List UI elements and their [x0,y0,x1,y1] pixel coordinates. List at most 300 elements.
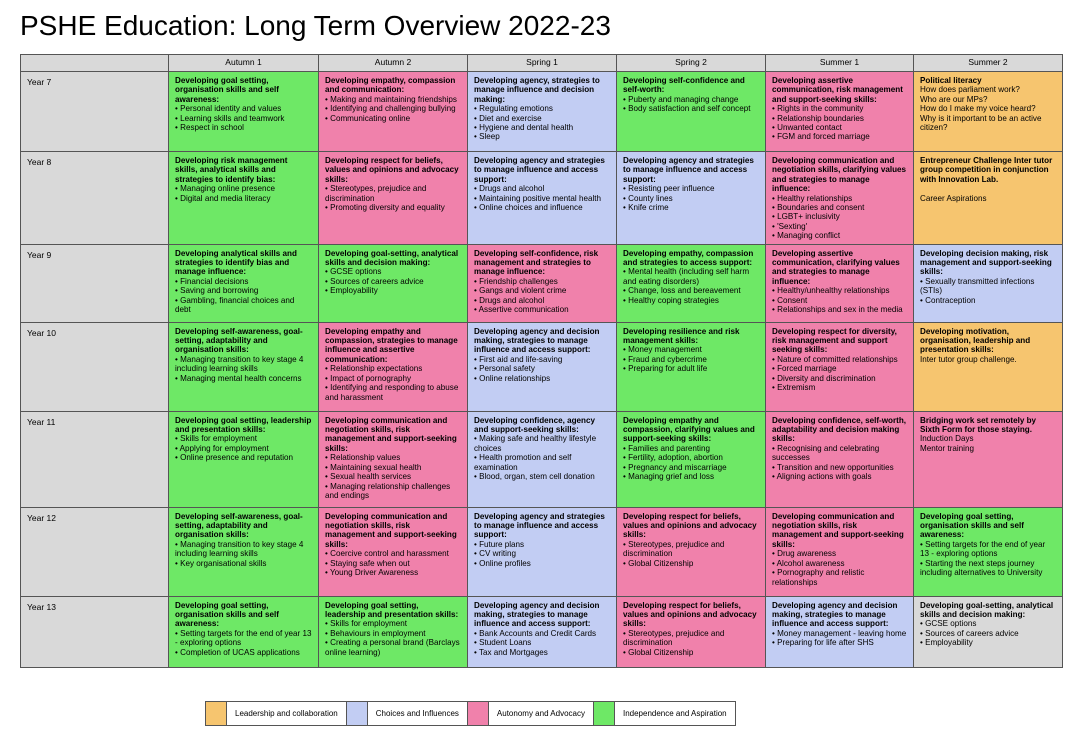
cell-note: How do I make my voice heard? [920,104,1036,114]
bullet-icon: • [772,193,778,203]
bullet-icon: • [175,434,181,444]
list-item [325,472,461,481]
list-item-text: Mental health (including self harm and eating disorders) [623,267,750,286]
list-item-text: Transition and new opportunities [776,462,894,472]
list-item-text: Starting the next steps journey including alternatives to University [920,558,1043,578]
list-item-text: Preparing for adult life [628,364,708,374]
bullet-icon: • [772,462,777,472]
table-row [21,244,1063,322]
list-item [772,638,907,647]
list-item-text: Drugs and alcohol [479,295,545,305]
list-item [623,540,759,559]
legend-swatch [468,702,489,725]
list-item [175,123,312,132]
cell-note: Career Aspirations [920,193,987,203]
list-item-text: Body satisfaction and self concept [628,104,751,114]
list-item [325,619,461,628]
list-item-text: Managing grief and loss [628,472,715,482]
bullet-icon: • [772,221,778,231]
list-item-text: Relationship expectations [330,364,423,374]
list-item-text: Sexual health services [330,472,412,482]
list-item-text: Maintaining positive mental health [479,193,602,203]
cell-title: Developing analytical skills and strategies to identify bias and manage influence: [175,248,297,277]
list-item-text: Money management [628,345,702,355]
list-item [325,383,461,402]
cell-note: How does parliament work? [920,85,1020,95]
list-item [772,355,907,364]
list-item-text: Skills for employment [330,619,408,629]
cell-title: Developing agency and decision making, strategies to manage influence and access support: [474,600,600,629]
list-item-text: Fertility, adoption, abortion [628,453,723,463]
list-item [623,364,759,373]
bullet-icon: • [623,539,629,549]
list-item [474,364,610,373]
cell-title: Developing self-confidence, risk management and strategies to manage influence: [474,248,599,277]
bullet-icon: • [474,113,480,123]
list-item-text: Global Citizenship [628,647,694,657]
list-item [325,114,461,123]
list-item-text: Gangs and violent crime [479,286,567,296]
list-item [474,638,610,647]
bullet-icon: • [623,453,629,463]
bullet-icon: • [474,472,480,482]
list-item [474,549,610,558]
list-item [623,95,759,104]
list-item-text: Managing mental health concerns [180,373,302,383]
cell-title: Developing respect for beliefs, values and opinions and advocacy skills: [623,511,757,540]
list-item-text: FGM and forced marriage [777,132,870,142]
list-item [920,277,1056,296]
topic-cell [914,507,1063,596]
year-label: Year 13 [21,596,169,667]
list-item-text: Applying for employment [179,443,269,453]
list-item [623,345,759,354]
bullet-icon: • [325,383,331,393]
bullet-icon: • [623,628,629,638]
legend-item [593,702,735,725]
topic-cell [914,152,1063,245]
cell-title: Developing assertive communication, risk management and support-seeking skills: [772,76,903,104]
list-item [474,629,610,638]
list-item-text: GCSE options [330,267,382,277]
list-item-text: Employability [925,638,973,648]
list-item-text: Healthy coping strategies [628,295,719,305]
list-item [772,123,907,132]
cell-note: Inter tutor group challenge. [920,354,1017,364]
cell-title: Developing empathy and compassion, strategies to manage influence and assertive communication: [325,326,458,364]
table-row [21,507,1063,596]
list-item-text: Saving and borrowing [180,286,259,296]
bullet-icon: • [623,295,629,305]
cell-title: Developing goal-setting, analytical skills and decision making: [325,248,459,268]
cell-title: Developing goal setting, leadership and presentation skills: [175,415,312,435]
list-item [325,267,461,276]
list-item-text: Managing transition to key stage 4 including learning skills [175,539,304,559]
bullet-icon: • [623,184,629,194]
list-item [474,296,610,305]
list-item [325,104,461,113]
bullet-icon: • [772,383,778,393]
cell-title: Developing respect for diversity, risk management and support seeking skills: [772,326,897,355]
list-item-text: Learning skills and teamwork [180,113,285,123]
list-item [474,286,610,295]
list-item [325,203,461,212]
list-item [474,540,610,549]
topic-cell [914,72,1063,152]
list-item [175,355,312,374]
bullet-icon: • [920,619,926,629]
topic-cell [617,244,766,322]
year-label: Year 11 [21,411,169,507]
cell-note: Induction Days [920,434,974,444]
list-item [325,559,461,568]
table-row [21,152,1063,245]
list-item-text: Unwanted contact [777,123,842,133]
cell-note: Mentor training [920,443,974,453]
cell-title: Developing communication and negotiation skills, clarifying values and strategies to manage influence: [772,156,907,194]
list-item [474,132,610,141]
topic-cell [617,322,766,411]
list-item [623,472,759,481]
list-item-text: Pornography and relistic relationships [772,568,865,587]
topic-cell [169,322,319,411]
bullet-icon: • [474,647,479,657]
list-item-text: Regulating emotions [479,104,553,114]
bullet-icon: • [772,212,778,222]
bullet-icon: • [175,295,181,305]
list-item-text: Assertive communication [478,305,569,315]
topic-cell [468,411,617,507]
bullet-icon: • [772,628,778,638]
table-row [21,596,1063,667]
list-item [325,463,461,472]
bullet-icon: • [325,184,331,194]
legend-label: Autonomy and Advocacy [496,709,585,718]
list-item [175,296,312,315]
header-row [21,55,1063,72]
topic-cell [766,322,914,411]
topic-cell [914,322,1063,411]
list-item [325,638,461,657]
bullet-icon: • [175,539,181,549]
cell-title: Developing goal setting, leadership and presentation skills: [325,600,459,620]
bullet-icon: • [325,104,331,114]
list-item-text: Consent [777,295,808,305]
year-label: Year 12 [21,507,169,596]
list-item [623,463,759,472]
bullet-icon: • [175,104,181,114]
list-item [325,95,461,104]
list-item [175,444,312,453]
bullet-icon: • [175,123,181,133]
bullet-icon: • [772,373,778,383]
list-item [175,453,312,462]
year-label: Year 8 [21,152,169,245]
list-item-text: Digital and media literacy [180,193,271,203]
list-item-text: Preparing for life after SHS [777,638,874,648]
cell-title: Developing motivation, organisation, leadership and presentation skills: [920,326,1031,355]
list-item-text: Rights in the community [777,104,864,114]
cell-title: Developing communication and negotiation skills, risk management and support-seeking skills: [325,511,457,549]
bullet-icon: • [175,558,181,568]
list-item-text: Blood, organ, stem cell donation [479,472,595,482]
list-item-text: Relationships and sex in the media [777,305,903,315]
bullet-icon: • [772,132,778,142]
list-item [325,277,461,286]
list-item-text: Respect in school [180,123,244,133]
bullet-icon: • [920,628,926,638]
list-item-text: Coercive control and harassment [330,549,449,559]
topic-cell [617,411,766,507]
legend-swatch [594,702,615,725]
list-item-text: Tax and Mortgages [478,647,548,657]
list-item [325,286,461,295]
bullet-icon: • [772,305,778,315]
topic-cell [617,152,766,245]
list-item-text: Setting targets for the end of year 13 - exploring options [175,628,312,648]
list-item [623,194,759,203]
bullet-icon: • [623,345,629,355]
list-item [920,629,1056,638]
list-item [623,203,759,212]
list-item-text: Sources of careers advice [925,628,1019,638]
legend [205,701,736,726]
table-body [21,72,1063,668]
topic-cell [169,507,319,596]
list-item [623,629,759,648]
list-item-text: Forced marriage [777,364,837,374]
list-item [772,364,907,373]
list-item [474,648,610,657]
bullet-icon: • [474,539,480,549]
list-item-text: Managing conflict [777,231,841,241]
list-item [175,194,312,203]
list-item [474,277,610,286]
bullet-icon: • [474,364,480,374]
list-item-text: County lines [628,193,673,203]
bullet-icon: • [474,276,480,286]
list-item [175,104,312,113]
bullet-icon: • [623,558,629,568]
list-item [772,629,907,638]
cell-title: Developing risk management skills, analytical skills and strategies to identify bias: [175,156,288,184]
bullet-icon: • [474,373,480,383]
legend-item [346,702,467,725]
bullet-icon: • [474,549,480,559]
bullet-icon: • [474,295,480,305]
cell-title: Developing goal-setting, analytical skills and decision making: [920,600,1054,620]
list-item-text: First aid and life-saving [479,354,563,364]
bullet-icon: • [623,364,629,374]
list-item [772,383,907,392]
bullet-icon: • [325,619,331,629]
bullet-icon: • [474,434,480,444]
list-item-text: Resisting peer influence [628,184,715,194]
bullet-icon: • [623,443,629,453]
topic-cell [319,152,468,245]
list-item-text: Families and parenting [628,443,710,453]
list-item [772,305,907,314]
bullet-icon: • [325,568,330,578]
bullet-icon: • [623,104,629,114]
list-item-text: Diet and exercise [479,113,542,123]
list-item [772,472,907,481]
list-item-text: Online presence and reputation [180,453,294,463]
list-item-text: Relationship values [330,453,401,463]
bullet-icon: • [474,354,480,364]
column-header: Autumn 2 [319,55,468,72]
topic-cell [766,507,914,596]
bullet-icon: • [325,364,331,374]
bullet-icon: • [474,193,480,203]
list-item [772,114,907,123]
list-item [175,540,312,559]
cell-title: Developing agency and strategies to manage influence and access support: [623,156,754,184]
bullet-icon: • [474,628,480,638]
cell-title: Developing agency and decision making, strategies to manage influence and access support: [772,600,898,629]
cell-note [920,184,1056,193]
cell-title: Developing agency and strategies to manage influence and access support: [474,156,605,184]
bullet-icon: • [175,373,181,383]
list-item-text: Healthy/unhealthy relationships [777,286,890,296]
list-item-text: Puberty and managing change [628,94,739,104]
list-item-text: Staying safe when out [330,558,410,568]
cell-title: Developing goal setting, organisation skills and self awareness: [175,600,279,629]
cell-title: Developing confidence, agency and support-seeking skills: [474,415,595,435]
list-item [772,104,907,113]
bullet-icon: • [772,113,778,123]
bullet-icon: • [175,276,181,286]
list-item [474,203,610,212]
list-item [920,296,1056,305]
list-item-text: Diversity and discrimination [777,373,876,383]
topic-cell [468,322,617,411]
list-item-text: Knife crime [628,203,669,213]
cell-title: Entrepreneur Challenge Inter tutor group competition in conjunction with Innovation Lab. [920,156,1053,184]
list-item-text: Managing transition to key stage 4 including learning skills [175,354,304,374]
list-item-text: Future plans [479,539,525,549]
bullet-icon: • [325,481,331,491]
legend-item [467,702,593,725]
table-row [21,411,1063,507]
list-item [920,559,1056,578]
cell-title: Developing communication and negotiation skills, risk management and support-seeking skills: [325,415,457,453]
bullet-icon: • [175,647,181,657]
bullet-icon: • [772,231,778,241]
bullet-icon: • [623,267,629,277]
list-item-text: Communicating online [330,113,411,123]
topic-cell [169,596,319,667]
topic-cell [169,411,319,507]
list-item [623,355,759,364]
bullet-icon: • [325,472,331,482]
list-item-text: Hygiene and dental health [479,123,574,133]
bullet-icon: • [474,638,480,648]
list-item [325,184,461,203]
cell-note: Why is it important to be an active citizen? [920,113,1042,133]
bullet-icon: • [772,354,778,364]
header-corner [21,55,169,72]
list-item-text: Pregnancy and miscarriage [628,462,727,472]
column-header: Autumn 1 [169,55,319,72]
list-item [772,568,907,587]
bullet-icon: • [772,558,777,568]
topic-cell [914,411,1063,507]
topic-cell [766,411,914,507]
topic-cell [468,152,617,245]
legend-item [206,702,346,725]
bullet-icon: • [772,203,778,213]
list-item [772,222,907,231]
topic-cell [169,152,319,245]
legend-swatch [347,702,368,725]
list-item-text: Stereotypes, prejudice and discrimination [623,539,725,559]
list-item [772,559,907,568]
list-item [772,194,907,203]
bullet-icon: • [325,453,331,463]
list-item-text: Creating a personal brand (Barclays online learning) [325,638,460,657]
column-header: Spring 1 [468,55,617,72]
topic-cell [319,411,468,507]
cell-title: Bridging work set remotely by Sixth Form for those staying. [920,415,1037,435]
column-header: Summer 1 [766,55,914,72]
topic-cell [468,507,617,596]
list-item-text: GCSE options [925,619,977,629]
bullet-icon: • [474,286,480,296]
list-item [175,434,312,443]
bullet-icon: • [772,364,778,374]
list-item-text: Making and maintaining friendships [330,94,457,104]
list-item-text: Fraud and cybercrime [628,354,707,364]
list-item [474,559,610,568]
list-item-text: Online profiles [479,558,531,568]
list-item [474,355,610,364]
list-item-text: Alcohol awareness [776,558,845,568]
list-item [175,286,312,295]
bullet-icon: • [325,373,331,383]
cell-title: Developing respect for beliefs, values and opinions and advocacy skills: [623,600,757,629]
list-item [772,231,907,240]
list-item [175,374,312,383]
topic-cell [766,72,914,152]
bullet-icon: • [623,193,629,203]
bullet-icon: • [920,276,926,286]
bullet-icon: • [772,549,778,559]
bullet-icon: • [175,453,181,463]
list-item-text: Contraception [925,295,976,305]
list-item-text: Skills for employment [180,434,258,444]
list-item-text: Change, loss and bereavement [628,286,741,296]
bullet-icon: • [623,472,629,482]
table-row [21,72,1063,152]
list-item-text: Online relationships [479,373,551,383]
bullet-icon: • [325,276,331,286]
list-item [325,482,461,501]
bullet-icon: • [623,203,629,213]
list-item [474,434,610,453]
bullet-icon: • [175,628,181,638]
list-item [772,549,907,558]
list-item-text: Managing relationship challenges and endings [325,481,451,500]
list-item-text: Boundaries and consent [777,203,865,213]
bullet-icon: • [325,113,331,123]
cell-title: Developing agency and decision making, strategies to manage influence and access support: [474,326,600,355]
list-item [175,277,312,286]
year-label: Year 10 [21,322,169,411]
bullet-icon: • [623,647,629,657]
cell-title: Developing goal setting, organisation skills and self awareness: [175,76,279,104]
list-item [623,286,759,295]
